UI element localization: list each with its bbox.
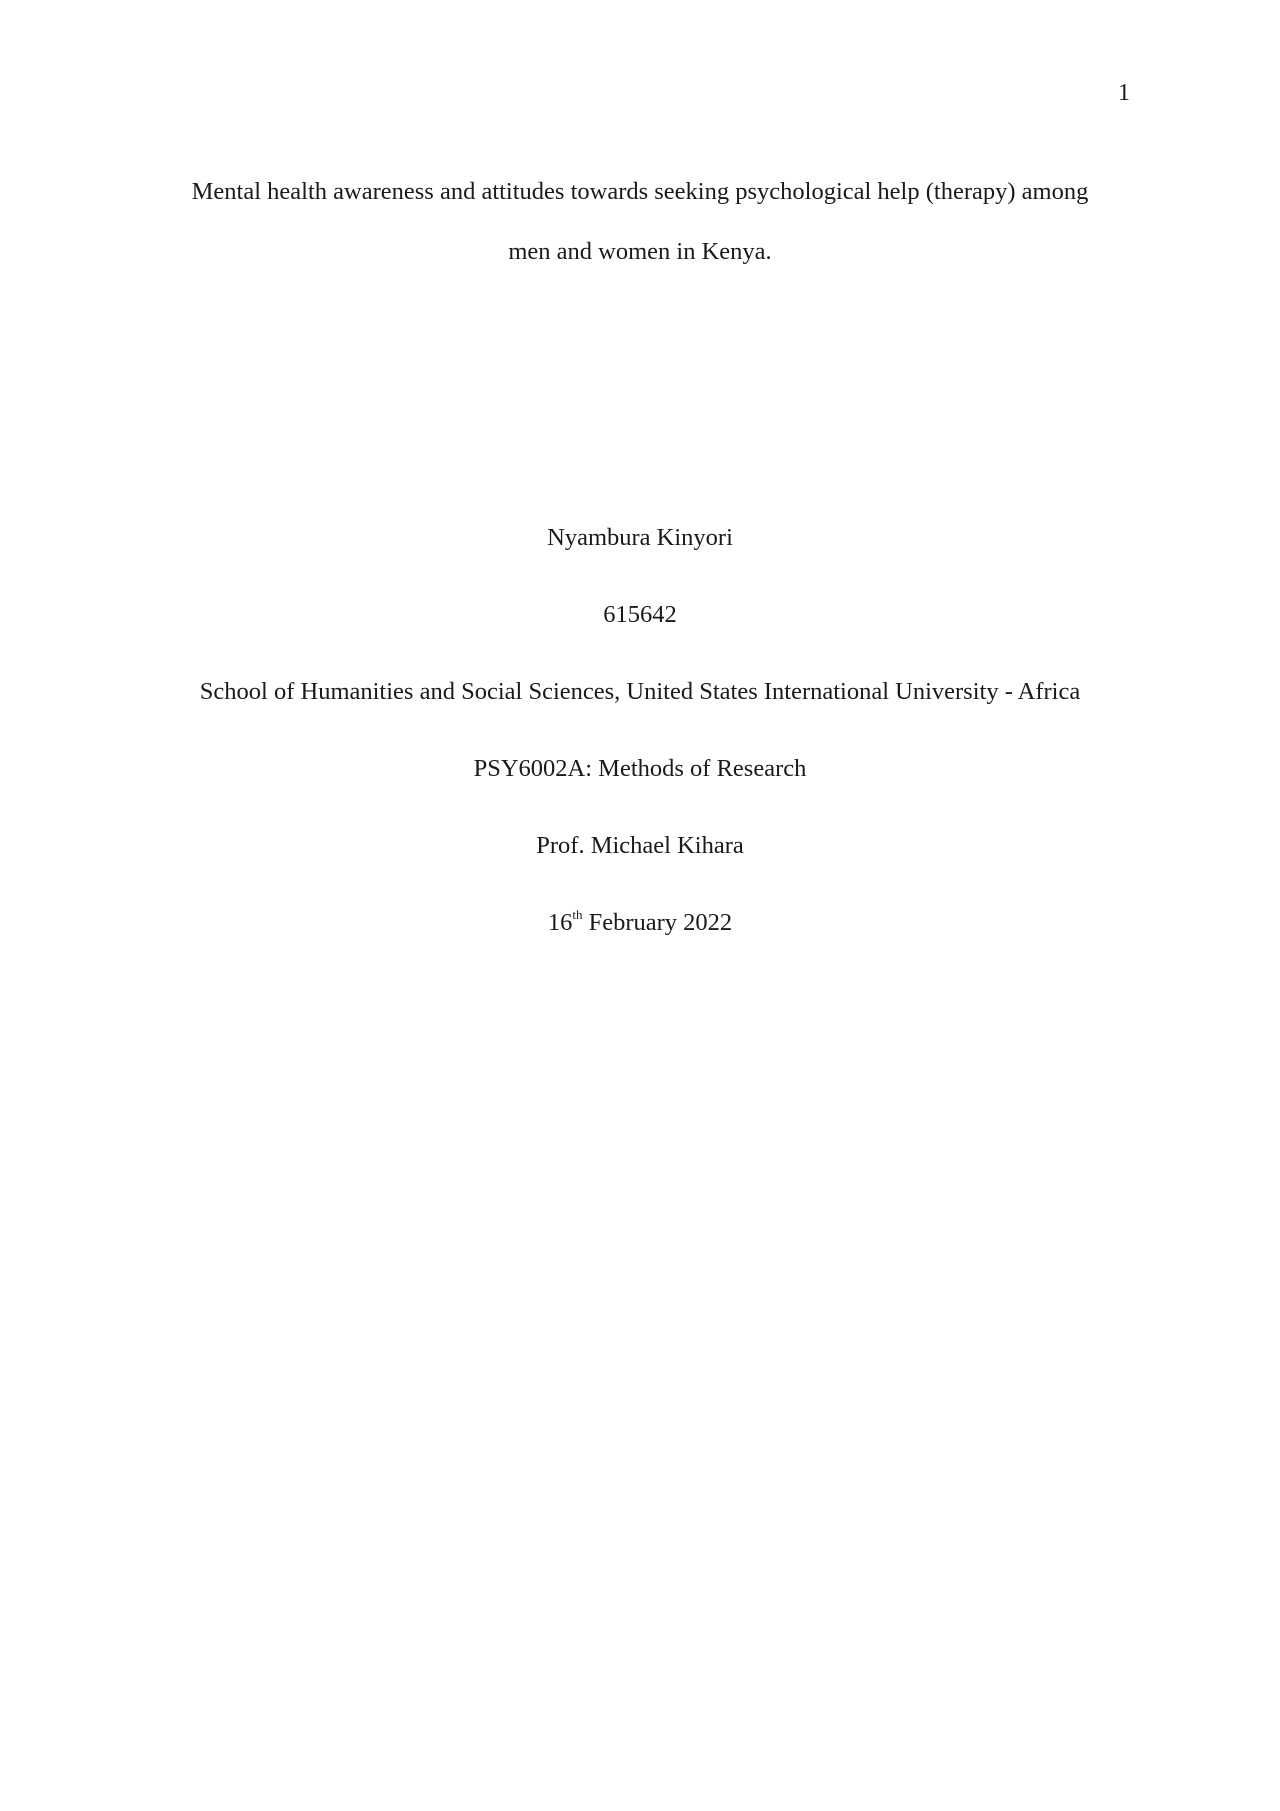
submission-date <box>150 908 1130 938</box>
paper-title-line-2: men and women in Kenya. <box>508 238 772 265</box>
page-number: 1 <box>1118 80 1130 106</box>
date-month-year: February 2022 <box>582 909 733 936</box>
course-name: PSY6002A: Methods of Research <box>473 755 807 782</box>
date-ordinal-suffix: th <box>572 906 583 922</box>
student-id: 615642 <box>603 601 677 628</box>
date-day: 16 <box>547 909 573 936</box>
author-name: Nyambura Kinyori <box>547 524 733 551</box>
paper-title-line-1: Mental health awareness and attitudes towards seeking psychological help (therapy) among <box>191 178 1089 205</box>
instructor-name: Prof. Michael Kihara <box>536 832 744 859</box>
paper-title <box>150 162 1130 282</box>
institutional-affiliation: School of Humanities and Social Sciences, United States International University - Africa <box>199 678 1081 705</box>
